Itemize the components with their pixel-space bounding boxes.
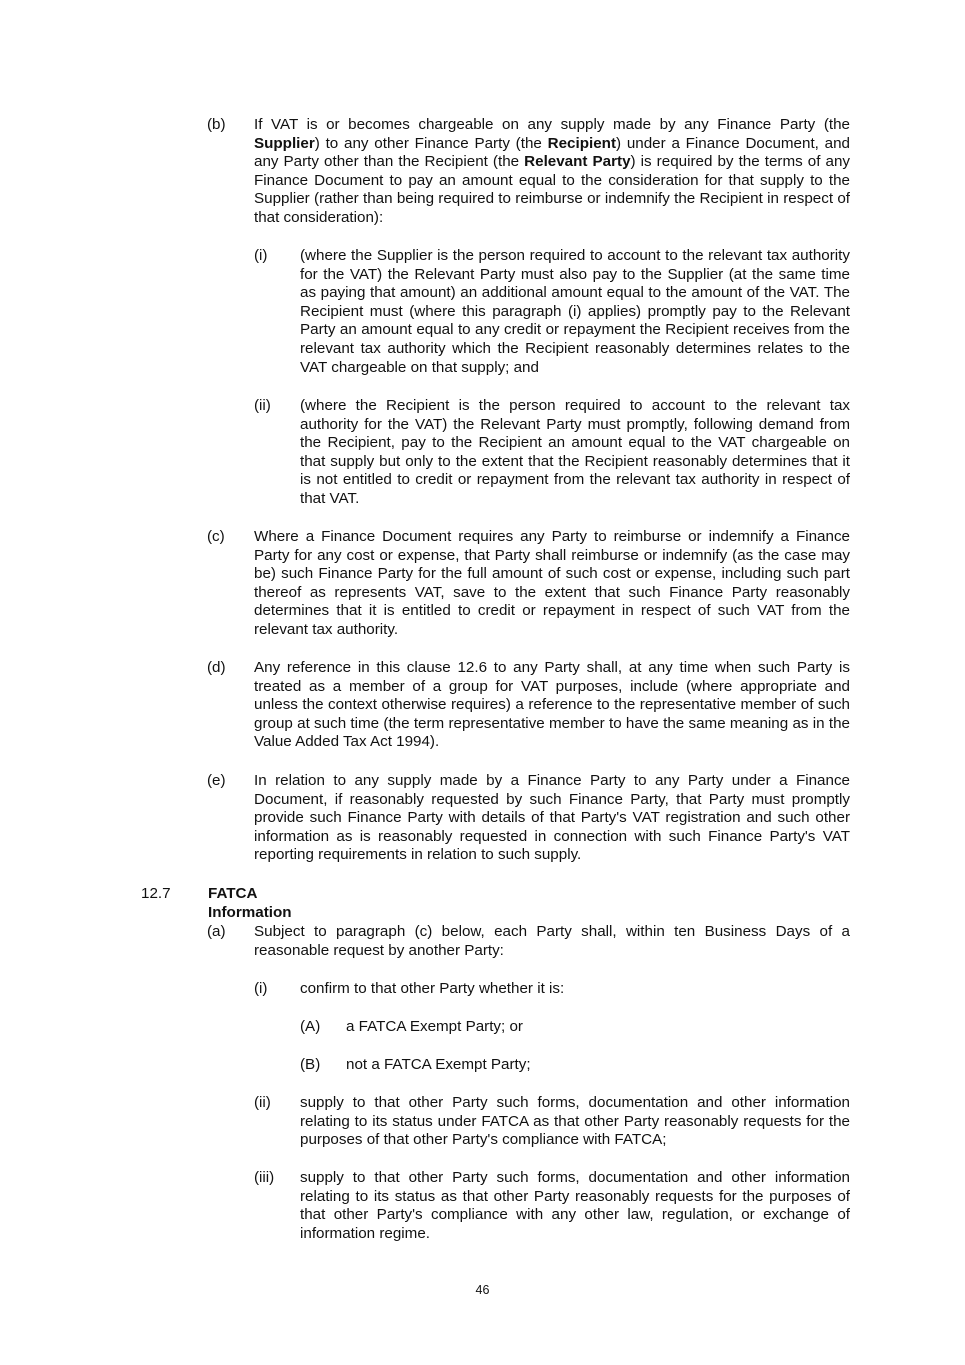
paragraph-label: (c) (207, 528, 225, 545)
subparagraph-label: (ii) (254, 397, 271, 414)
item-label: (A) (300, 1018, 321, 1035)
subparagraph-text: supply to that other Party such forms, documentation and other information relating to its status under FATCA as that other Party reasonably requests for the purposes of that other Party's compliance with FATCA; (300, 1094, 850, 1149)
subparagraph-label: (ii) (254, 1094, 271, 1111)
paragraph-text: Where a Finance Document requires any Party to reimburse or indemnify a Finance Party for any cost or expense, that Party shall reimburse or indemnify (as the case may be) such Finance Party for the full amount of such cost or expense, including such part thereof as represents VAT, save to the extent that such Finance Party reasonably determines that it is entitled to credit or repayment in respect of such VAT from the relevant tax authority. (254, 528, 850, 638)
section-title: FATCA Information (208, 885, 292, 921)
item-label: (B) (300, 1056, 321, 1073)
paragraph-label: (b) (207, 116, 226, 133)
subparagraph-text: (where the Supplier is the person required to account to the relevant tax authority for the VAT) the Relevant Party must also pay to the Supplier (at the same time as paying that amount) an additional amount equal to the amount of the VAT. The Recipient must (where this paragraph (i) applies) promptly pay to the Relevant Party an amount equal to any credit or repayment the Recipient receives from the relevant tax authority which the Recipient reasonably determines relates to the VAT chargeable on that supply; and (300, 247, 850, 376)
subparagraph-text: confirm to that other Party whether it is: (300, 980, 565, 997)
paragraph-text: In relation to any supply made by a Finance Party to any Party under a Finance Document, if reasonably requested by such Finance Party, that Party must promptly provide such Finance Party with details of that Party's VAT registration and such other information as is reasonably requested in connection with such Finance Party's VAT reporting requirements in relation to such supply. (254, 772, 850, 864)
paragraph-label: (e) (207, 772, 226, 789)
subparagraph-text: supply to that other Party such forms, documentation and other information relating to its status as that other Party reasonably requests for the purposes of that other Party's compliance with any other law, regulation, or exchange of information regime. (300, 1169, 850, 1242)
item-text: a FATCA Exempt Party; or (346, 1018, 523, 1035)
item-text: not a FATCA Exempt Party; (346, 1056, 531, 1073)
defined-term-relevant-party: Relevant Party (524, 153, 631, 171)
subparagraph-text: (where the Recipient is the person required to account to the relevant tax authority for the VAT) the Relevant Party must promptly, following demand from the Recipient, pay to the Recipient an amount equal to the VAT chargeable on that supply but only to the extent that the Recipient reasonably determines that it is not entitled to credit or repayment from the relevant tax authority in respect of that VAT. (300, 397, 850, 507)
subparagraph-label: (i) (254, 247, 268, 264)
subparagraph-label: (i) (254, 980, 268, 997)
paragraph-text: If VAT is or becomes chargeable on any supply made by any Finance Party (the Supplier) to any other Finance Party (the Recipient) under a Finance Document, and any Party other than the Recipient (the Relevant Party) is required by the terms of any Finance Document to pay an amount equal to the consideration for that supply to the Supplier (rather than being required to reimburse or indemnify the Recipient in respect of that consideration): (254, 116, 851, 226)
section-number: 12.7 (141, 885, 171, 902)
paragraph-label: (a) (207, 923, 226, 940)
defined-term-supplier: Supplier (254, 134, 315, 152)
paragraph-text: Any reference in this clause 12.6 to any Party shall, at any time when such Party is treated as a member of a group for VAT purposes, include (where appropriate and unless the context otherwise requires) a reference to the representative member of such group at such time (the term representative member to have the same meaning as in the Value Added Tax Act 1994). (254, 659, 850, 751)
defined-term-recipient: Recipient (547, 134, 616, 152)
paragraph-label: (d) (207, 659, 226, 676)
paragraph-text: Subject to paragraph (c) below, each Party shall, within ten Business Days of a reasonable request by another Party: (254, 923, 850, 959)
page-number: 46 (475, 1283, 490, 1297)
subparagraph-label: (iii) (254, 1169, 275, 1186)
